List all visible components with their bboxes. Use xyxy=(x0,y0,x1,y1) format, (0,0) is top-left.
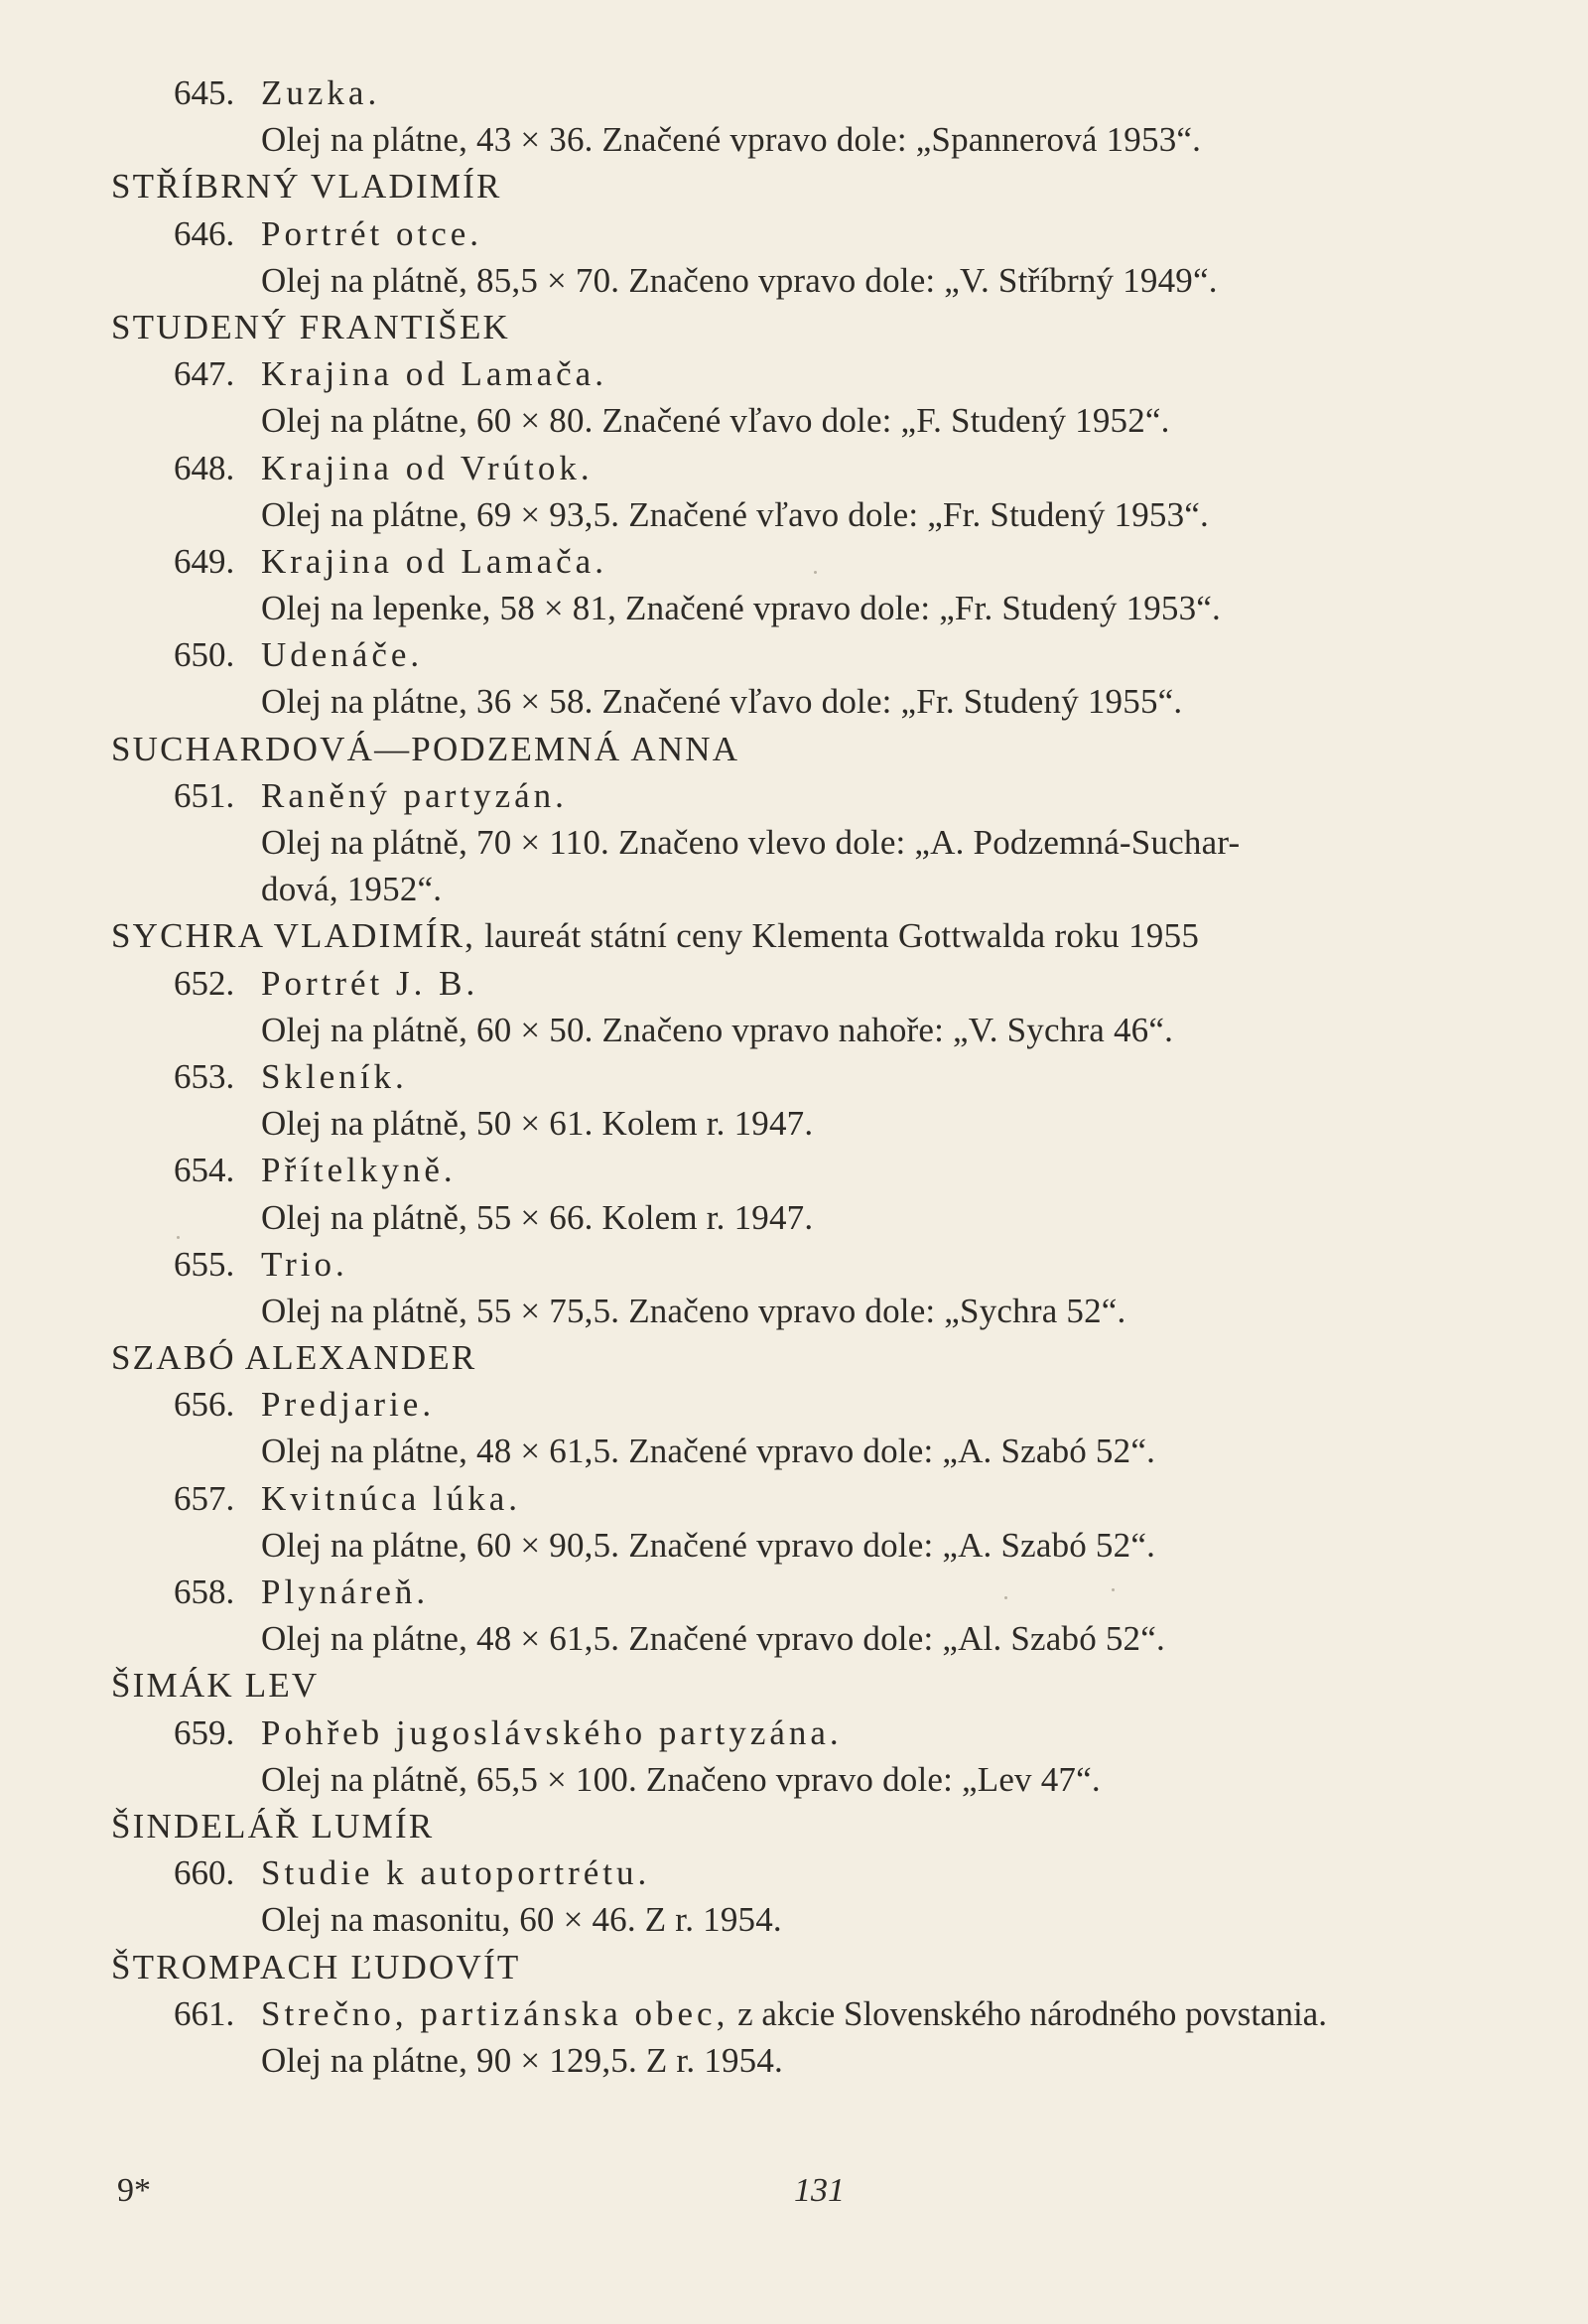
artwork-description: Olej na masonitu, 60 × 46. Z r. 1954. xyxy=(261,1900,782,1940)
artwork-number: 659. xyxy=(174,1712,235,1752)
artwork-title: Studie k autoportrétu. xyxy=(261,1853,651,1893)
artwork-description: Olej na plátne, 36 × 58. Značené vľavo dole: „Fr. Studený 1955“. xyxy=(261,682,1183,722)
artwork-description: Olej na plátne, 69 × 93,5. Značené vľavo dole: „Fr. Studený 1953“. xyxy=(261,494,1209,534)
artwork-title: Kvitnúca lúka. xyxy=(261,1478,522,1518)
artist-heading xyxy=(109,1662,1558,1709)
artwork-description: Olej na plátne, 90 × 129,5. Z r. 1954. xyxy=(261,2040,784,2080)
artwork-entry xyxy=(109,445,1558,491)
artwork-title: Portrét otce. xyxy=(261,213,483,253)
artwork-number: 645. xyxy=(174,73,235,112)
artwork-description: Olej na plátne, 48 × 61,5. Značené vpravo dole: „Al. Szabó 52“. xyxy=(261,1619,1165,1659)
paper-speck xyxy=(177,1236,180,1239)
artwork-number: 656. xyxy=(174,1385,235,1425)
artwork-description: Olej na plátně, 50 × 61. Kolem r. 1947. xyxy=(261,1104,814,1144)
artwork-entry xyxy=(109,350,1558,397)
artist-heading xyxy=(109,726,1558,772)
artwork-description: Olej na plátne, 43 × 36. Značené vpravo dole: „Spannerová 1953“. xyxy=(261,120,1202,160)
artwork-title: Raněný partyzán. xyxy=(261,775,568,815)
artwork-description: Olej na plátně, 65,5 × 100. Značeno vpravo dole: „Lev 47“. xyxy=(261,1759,1101,1799)
page-number: 131 xyxy=(794,2172,845,2209)
artwork-number: 649. xyxy=(174,541,235,581)
artist-name: STUDENÝ FRANTIŠEK xyxy=(111,307,510,346)
artist-name: STŘÍBRNÝ VLADIMÍR xyxy=(111,167,502,206)
artwork-entry xyxy=(109,1147,1558,1193)
artwork-entry xyxy=(109,960,1558,1007)
artist-name: SYCHRA VLADIMÍR, xyxy=(111,916,476,956)
artwork-entry xyxy=(109,631,1558,678)
artist-heading xyxy=(109,1944,1558,1990)
artist-name: ŠTROMPACH ĽUDOVÍT xyxy=(111,1947,521,1986)
artwork-number: 648. xyxy=(174,448,235,487)
artist-name: ŠINDELÁŘ LUMÍR xyxy=(111,1806,435,1846)
artwork-number: 660. xyxy=(174,1853,235,1893)
artwork-title: Plynáreň. xyxy=(261,1572,430,1611)
artwork-entry xyxy=(109,1569,1558,1615)
artist-heading xyxy=(109,1803,1558,1849)
artwork-title: Udenáče. xyxy=(261,635,424,675)
artwork-title: Krajina od Lamača. xyxy=(261,354,607,394)
artwork-entry xyxy=(109,210,1558,257)
artwork-entry xyxy=(109,1381,1558,1428)
artwork-title: Predjarie. xyxy=(261,1385,436,1425)
artist-name: SUCHARDOVÁ—PODZEMNÁ ANNA xyxy=(111,729,740,768)
artist-heading xyxy=(109,912,1558,959)
artwork-number: 661. xyxy=(174,1993,235,2033)
artwork-description: Olej na plátně, 55 × 75,5. Značeno vpravo dole: „Sychra 52“. xyxy=(261,1291,1126,1330)
artwork-number: 653. xyxy=(174,1056,235,1096)
artwork-number: 651. xyxy=(174,775,235,815)
artwork-number: 646. xyxy=(174,213,235,253)
artwork-title: Pohřeb jugoslávského partyzána. xyxy=(261,1712,843,1752)
artwork-number: 657. xyxy=(174,1478,235,1518)
artwork-description: Olej na plátně, 85,5 × 70. Značeno vpravo dole: „V. Stříbrný 1949“. xyxy=(261,260,1218,300)
artwork-description: Olej na plátne, 60 × 80. Značené vľavo dole: „F. Studený 1952“. xyxy=(261,401,1170,441)
artwork-description: Olej na plátně, 70 × 110. Značeno vlevo dole: „A. Podzemná-Suchar- xyxy=(261,823,1241,862)
artwork-number: 652. xyxy=(174,963,235,1003)
artwork-entry xyxy=(109,1709,1558,1756)
artwork-entry xyxy=(109,538,1558,585)
artist-award: laureát státní ceny Klementa Gottwalda roku 1955 xyxy=(475,916,1200,956)
artwork-entry xyxy=(109,1241,1558,1288)
artist-name: SZABÓ ALEXANDER xyxy=(111,1338,477,1378)
artwork-entry xyxy=(109,772,1558,819)
paper-speck xyxy=(1112,1588,1115,1591)
artwork-number: 654. xyxy=(174,1151,235,1190)
paper-speck xyxy=(814,571,817,574)
artwork-description: Olej na plátně, 60 × 50. Značeno vpravo nahoře: „V. Sychra 46“. xyxy=(261,1010,1174,1049)
artist-heading xyxy=(109,1334,1558,1381)
artwork-title: Krajina od Lamača. xyxy=(261,541,607,581)
paper-speck xyxy=(1004,1596,1007,1599)
artist-heading xyxy=(109,163,1558,209)
artwork-description: Olej na plátně, 55 × 66. Kolem r. 1947. xyxy=(261,1197,814,1237)
artwork-entry xyxy=(109,1990,1558,2037)
artwork-description: Olej na plátne, 60 × 90,5. Značené vpravo dole: „A. Szabó 52“. xyxy=(261,1525,1156,1565)
signature-mark: 9* xyxy=(117,2172,151,2209)
artwork-title: Přítelkyně. xyxy=(261,1151,457,1190)
artist-heading xyxy=(109,304,1558,350)
artwork-number: 655. xyxy=(174,1244,235,1284)
artwork-title: Krajina od Vrútok. xyxy=(261,448,594,487)
artwork-title: Skleník. xyxy=(261,1056,408,1096)
catalog-entries xyxy=(109,69,1558,2084)
artwork-title: Trio. xyxy=(261,1244,348,1284)
artwork-title: Strečno, partizánska obec, xyxy=(261,1993,729,2033)
artwork-description: Olej na plátne, 48 × 61,5. Značené vpravo dole: „A. Szabó 52“. xyxy=(261,1432,1156,1471)
artwork-title: Zuzka. xyxy=(261,73,381,112)
artwork-title-rest: z akcie Slovenského národného povstania. xyxy=(728,1993,1327,2033)
artwork-entry xyxy=(109,69,1558,116)
artwork-description: Olej na lepenke, 58 × 81, Značené vpravo dole: „Fr. Studený 1953“. xyxy=(261,589,1221,628)
artwork-number: 647. xyxy=(174,354,235,394)
artwork-number: 650. xyxy=(174,635,235,675)
artwork-description-continued: dová, 1952“. xyxy=(261,870,443,909)
artwork-entry xyxy=(109,1475,1558,1522)
artist-name: ŠIMÁK LEV xyxy=(111,1666,320,1706)
artwork-number: 658. xyxy=(174,1572,235,1611)
artwork-entry xyxy=(109,1849,1558,1896)
artwork-title: Portrét J. B. xyxy=(261,963,479,1003)
artwork-entry xyxy=(109,1053,1558,1100)
